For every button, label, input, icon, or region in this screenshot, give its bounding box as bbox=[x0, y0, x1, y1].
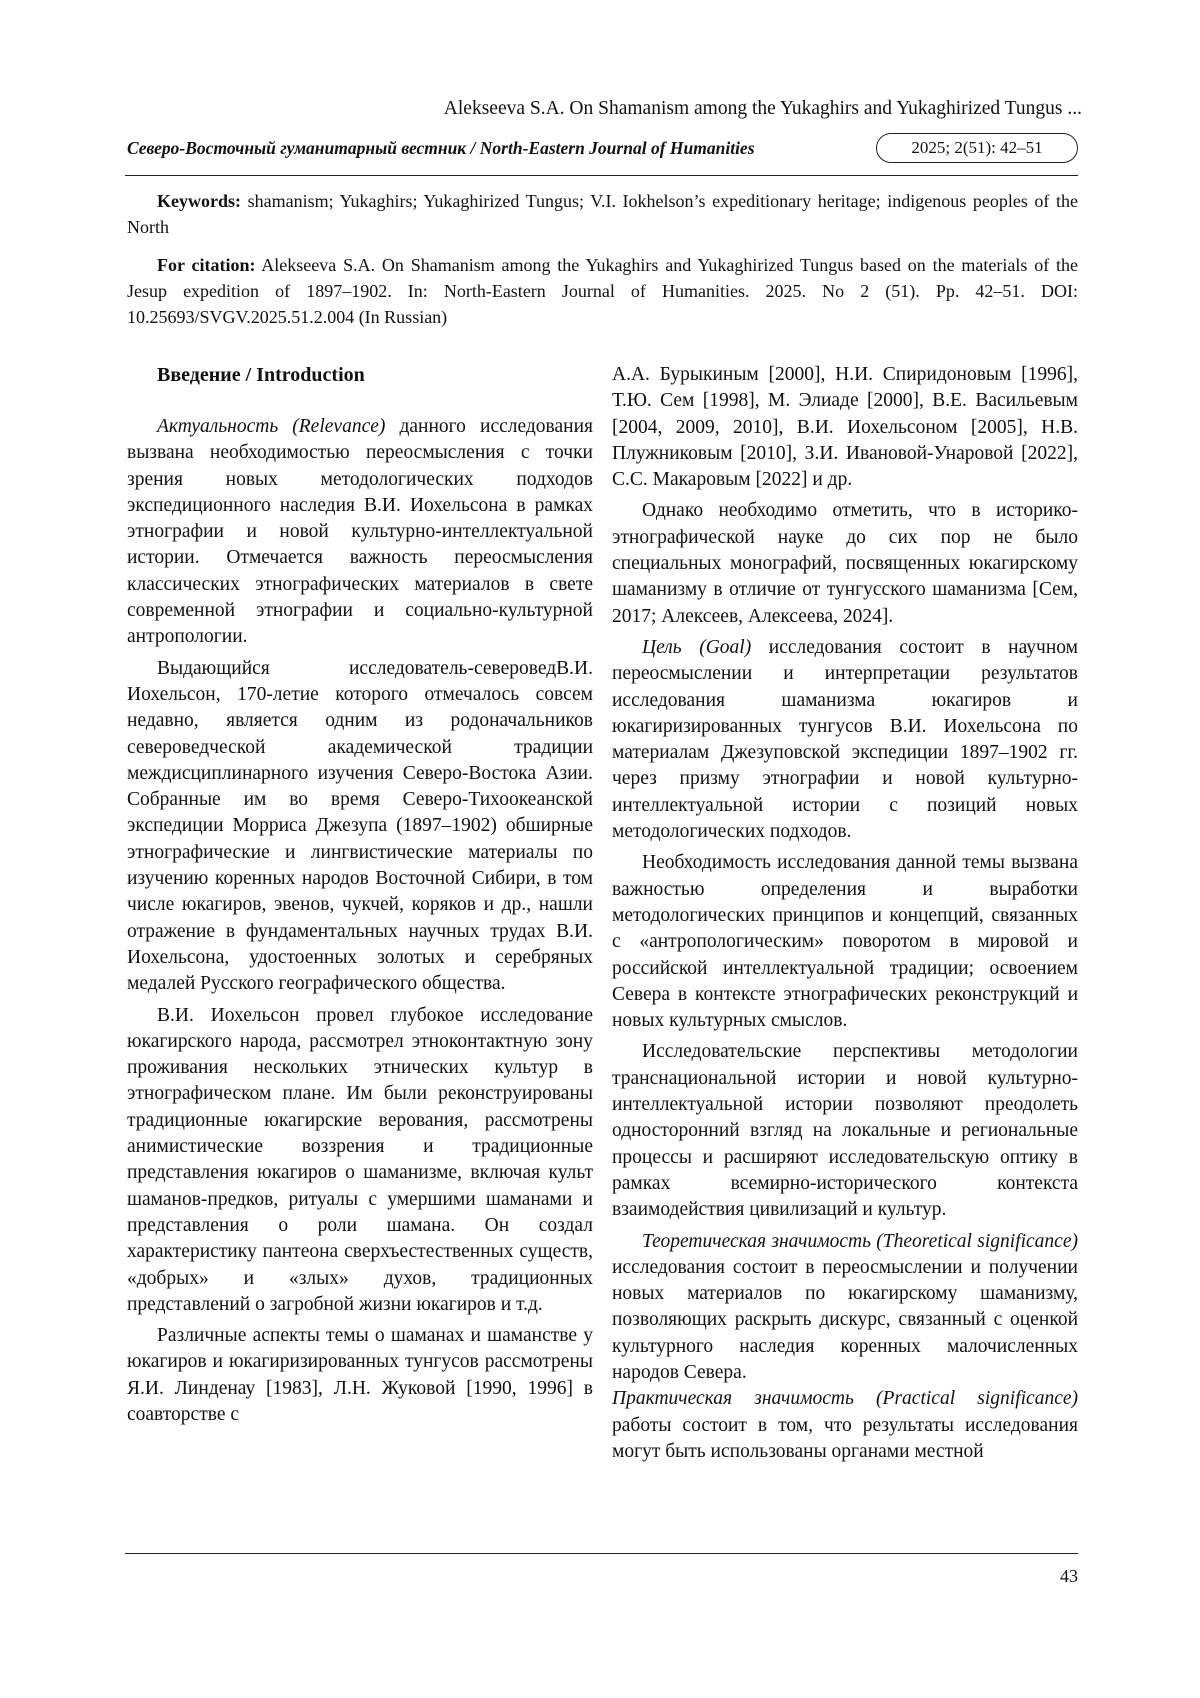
citation-text: Alekseeva S.A. On Shamanism among the Yukaghirs and Yukaghirized Tungus based on the materials of the Jesup expedition of 1897–1902. In: North-Eastern Journal of Humanities. 2025. No 2 (51). Pp. 42–51. DOI: 10.25693/SVGV.2025.51.2.004 (In Russian) bbox=[127, 255, 1078, 327]
paragraph bbox=[612, 635, 1078, 845]
paragraph: Необходимость исследования данной темы вызвана важностью определения и выработки методологических принципов и концепций, связанных с «антропологическим» поворотом в мировой и российской интеллектуальной традиции; освоением Севера в контексте этнографических реконструкций и новых культурных смыслов. bbox=[612, 852, 1078, 1032]
paragraph: Различные аспекты темы о шаманах и шаманстве у юкагиров и юкагиризированных тунгусов рассмотрены Я.И. Линденау [1983], Л.Н. Жуковой [1990, 1996] в соавторстве с bbox=[127, 1325, 593, 1425]
keywords-text: shamanism; Yukaghirs; Yukaghirized Tungus; V.I. Iokhelson’s expeditionary heritage; indigenous peoples of the North bbox=[127, 191, 1078, 237]
citation-label: For citation: bbox=[157, 255, 256, 275]
keywords-label: Keywords: bbox=[157, 191, 241, 211]
paragraph: Однако необходимо отметить, что в историко-этнографической науке до сих пор не было специальных монографий, посвященных юкагирскому шаманизму в отличие от тунгусского шаманизма [Сем, 2017; Алексеев, Алексеева, 2024]. bbox=[612, 500, 1078, 627]
paragraph: А.А. Бурыкиным [2000], Н.И. Спиридоновым [1996], Т.Ю. Сем [1998], М. Элиаде [2000], В.Е. Васильевым [2004, 2009, 2010], В.И. Иохельсоном [2005], Н.В. Плужниковым [2010], З.И. Ивановой-Унаровой [2022], С.С. Макаровым [2022] и др. bbox=[612, 364, 1078, 491]
paragraph-text: работы состоит в том, что результаты исследования могут быть использованы органами местной bbox=[612, 1414, 1078, 1462]
paragraph bbox=[612, 1229, 1078, 1387]
running-title: Alekseeva S.A. On Shamanism among the Yukaghirs and Yukaghirized Tungus ... bbox=[443, 98, 1082, 119]
paragraph: В.И. Иохельсон провел глубокое исследование юкагирского народа, рассмотрел этноконтактную зону проживания нескольких этнических культур в этнографическом плане. Им были реконструированы традиционные юкагирские верования, рассмотрены анимистические воззрения и традиционные представления юкагиров о шаманизме, включая культ шаманов-предков, ритуалы с умершими шаманами и представления о роли шамана. Он создал характеристику пантеона сверхъестественных существ, «добрых» и «злых» духов, традиционных представлений о загробной жизни юкагиров и т.д. bbox=[127, 1004, 593, 1315]
paragraph-text: исследования состоит в переосмыслении и получении новых материалов по юкагирскому шаманизму, позволяющих раскрыть дискурс, связанный с оценкой культурного наследия коренных малочисленных народов Севера. bbox=[612, 1256, 1078, 1383]
header-rule bbox=[125, 175, 1078, 176]
left-column bbox=[127, 362, 593, 1428]
paragraph: Выдающийся исследователь-североведВ.И. Иохельсон, 170-летие которого отмечалось совсем недавно, является одним из родоначальников североведческой академической традиции междисциплинарного изучения Северо-Востока Азии. Собранные им во время Северо-Тихоокеанской экспедиции Морриса Джезупа (1897–1902) обширные этнографические и лингвистические материалы по изучению коренных народов Восточной Сибири, в том числе юкагиров, эвенов, чукчей, коряков и др., нашли отражение в фундаментальных научных трудах В.И. Иохельсона, удостоенных золотых и серебряных медалей Русского географического общества. bbox=[127, 657, 593, 995]
goal-term: Цель (Goal) bbox=[642, 636, 752, 658]
relevance-term: Актуальность (Relevance) bbox=[157, 416, 386, 437]
paragraph-text: исследования состоит в научном переосмыслении и интерпретации результатов исследования шаманизма юкагиров и юкагиризированных тунгусов В.И. Иохельсона по материалам Джезуповской экспедиции 1897–1902 гг. через призму этнографии и новой культурно-интеллектуальной истории с позиций новых методологических подходов. bbox=[612, 636, 1078, 843]
theoretical-term: Теоретическая значимость (Theoretical significance) bbox=[642, 1230, 1078, 1252]
paragraph bbox=[612, 1386, 1078, 1465]
issue-badge: 2025; 2(51): 42–51 bbox=[876, 133, 1078, 163]
practical-term: Практическая значимость (Practical significance) bbox=[612, 1388, 1078, 1410]
paragraph-text: данного исследования вызвана необходимостью переосмысления с точки зрения новых методологических подходов экспедиционного наследия В.И. Иохельсона в рамках этнографии и новой культурно-интеллектуальной истории. Отмечается важность переосмысления классических этнографических материалов в свете современной этнографии и социально-культурной антропологии. bbox=[127, 416, 594, 648]
journal-title: Северо-Восточный гуманитарный вестник / North-Eastern Journal of Humanities bbox=[127, 138, 755, 158]
paragraph bbox=[127, 414, 593, 651]
right-column bbox=[612, 362, 1078, 1465]
paragraph: Исследовательские перспективы методологии транснациональной истории и новой культурно-интеллектуальной истории позволяют преодолеть односторонний взгляд на локальные и региональные процессы и расширяют исследовательскую оптику в рамках всемирно-исторического контекста взаимодействия цивилизаций и культур. bbox=[612, 1041, 1078, 1221]
footer-rule bbox=[125, 1553, 1078, 1554]
citation-block bbox=[127, 252, 1078, 330]
page-number: 43 bbox=[1060, 1566, 1078, 1586]
section-heading: Введение / Introduction bbox=[157, 364, 365, 386]
keywords-block bbox=[127, 188, 1078, 240]
